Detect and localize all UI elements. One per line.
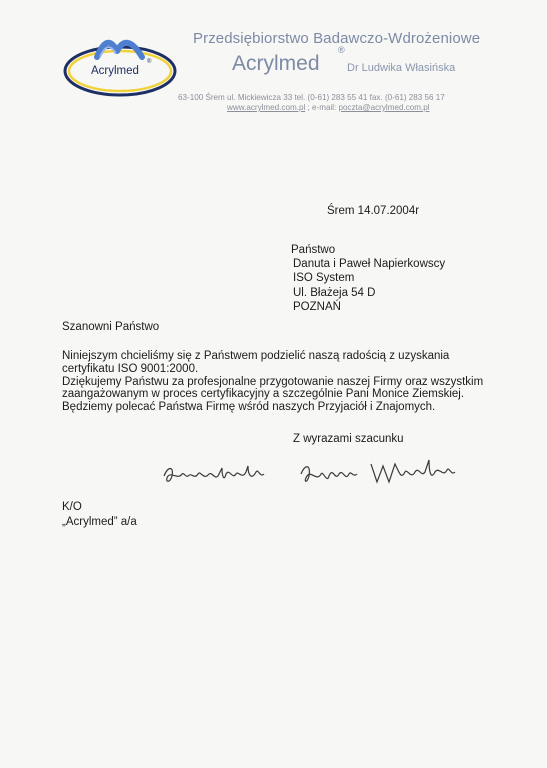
closing: Z wyrazami szacunku: [293, 433, 404, 445]
recipient-line: Ul. Błażeja 54 D: [293, 286, 376, 299]
salutation: Szanowni Państwo: [62, 321, 160, 333]
email-separator: ; e-mail:: [305, 103, 339, 112]
recipient-line: Państwo: [291, 244, 336, 256]
copy-to: [62, 500, 137, 529]
copy-to-label: K/O: [62, 501, 82, 513]
signature-left: [160, 458, 270, 492]
recipient-line: ISO System: [293, 272, 355, 285]
company-name: Acrylmed: [232, 52, 320, 75]
signature-right: [295, 452, 460, 492]
logo-registered-mark: ®: [147, 59, 152, 65]
recipient-line: Danuta i Paweł Napierkowscy: [293, 258, 446, 271]
body-line: Niniejszym chcieliśmy się z Państwem podzielić naszą radością z uzyskania: [62, 350, 450, 362]
body-line: certyfikatu ISO 9001:2000.: [62, 362, 199, 375]
contact-address: 63-100 Śrem ul. Mickiewicza 33 tel. (0-61) 283 55 41 fax. (0-61) 283 56 17: [178, 93, 445, 102]
body-line: Dziękujemy Państwu za profesjonalne przygotowanie naszej Firmy oraz wszystkim: [62, 375, 484, 388]
letter-body: [62, 350, 483, 414]
company-registered-mark: ®: [338, 45, 345, 55]
body-line: zaangażowanym w proces certyfikacyjny a szczególnie Pani Monice Ziemskiej.: [62, 388, 465, 401]
contact-web-email: [227, 103, 430, 112]
recipient-address: [291, 243, 445, 314]
website-link[interactable]: www.acrylmed.com.pl: [227, 103, 306, 112]
body-line: Będziemy polecać Państwa Firmę wśród naszych Przyjaciół i Znajomych.: [62, 401, 436, 414]
logo-text: Acrylmed: [91, 65, 139, 77]
recipient-line: POZNAŃ: [293, 300, 341, 313]
copy-to-company: „Acrylmed” a/a: [62, 515, 137, 528]
acrylmed-logo: [62, 27, 182, 97]
company-owner: Dr Ludwika Własińska: [347, 62, 456, 74]
email-link[interactable]: poczta@acrylmed.com.pl: [338, 103, 430, 112]
company-type: Przedsiębiorstwo Badawczo-Wdrożeniowe: [193, 30, 481, 47]
letter-date: Śrem 14.07.2004r: [327, 205, 420, 217]
